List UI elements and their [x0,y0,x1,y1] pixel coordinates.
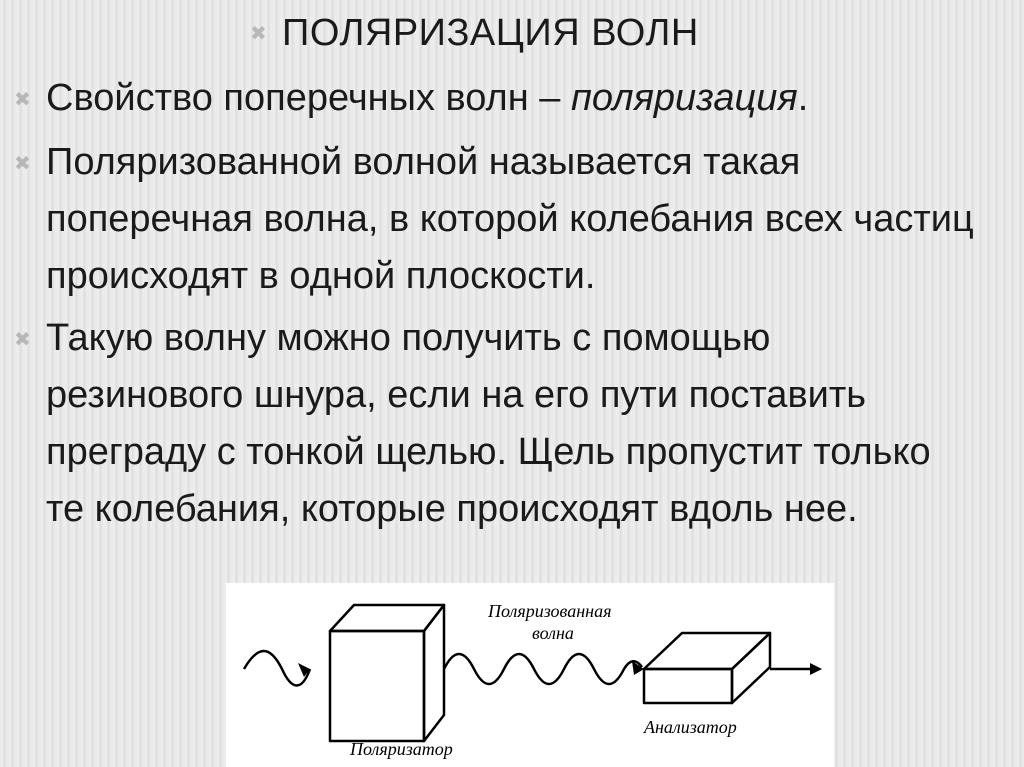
bullet-item-2 [14,134,1016,305]
polarized-wave [444,654,642,684]
polarization-diagram [226,583,834,767]
wave-label-line2: волна [532,623,574,643]
bullet-item-3 [14,310,976,538]
bullet-text-part: . [797,77,809,119]
bullet-item-1 [14,70,1016,129]
analyzer-front-face [644,669,732,703]
slide-title: ПОЛЯРИЗАЦИЯ ВОЛН [282,12,699,54]
bullet-text: Поляризованной волной называется такая поперечная волна, в которой колебания всех частиц происходят в одной плоскости. [46,141,974,297]
slide-title-row [250,12,699,55]
bullet-icon: ✖ [250,23,267,45]
emphasized-term: поляризация [570,77,798,119]
polarizer-label: Поляризатор [350,739,453,759]
bullet-text-part: Свойство поперечных волн – [46,77,571,119]
bullet-icon: ✖ [14,153,31,175]
bullet-text: Такую волну можно получить с помощью резинового шнура, если на его пути поставить преграду с тонкой щелью. Щель пропустит только те колебания, которые происходят вдоль нее. [46,317,931,530]
bullet-icon: ✖ [14,89,31,111]
wave-label-line1: Поляризованная [488,601,612,621]
analyzer-label: Анализатор [644,717,737,737]
bullet-icon: ✖ [14,329,31,351]
analyzer-side-face [732,633,770,703]
bullet-text [46,70,1016,127]
incoming-wave [244,651,310,686]
polarizer-side-face [424,605,444,741]
polarization-diagram-svg [226,583,834,767]
polarizer-front-face [330,631,424,741]
output-arrow-head [810,663,822,675]
